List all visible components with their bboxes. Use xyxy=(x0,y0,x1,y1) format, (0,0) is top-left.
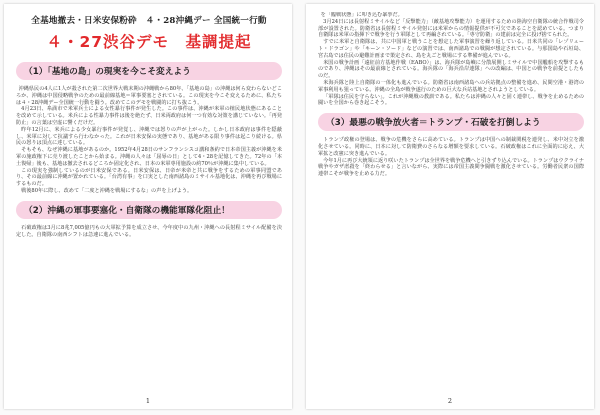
page-number: 2 xyxy=(447,397,453,405)
paragraph: 石破政権は3月に8兆7,005億円もの大軍拡予算を成立させ、今年度中の九州・沖縄への長射程ミサイル配備を決定した。自衛隊の南西シフトは急速に進んでいる。 xyxy=(16,224,282,238)
paragraph: を「臨戦状態」に叩き込む暴挙だ。 xyxy=(320,12,403,18)
page-number: 1 xyxy=(145,397,151,405)
paragraph: 昨年12月に、米兵による少女暴行事件が発覚し、沖縄では怒りの声が上がった。しかし日本政府は事件を隠蔽し、米軍に対して抗議すら行わなかった。これが日米安保の実態であり、基地がある限り事件は起こり続ける。県民の怒りは頂点に達している。 xyxy=(16,126,282,147)
document-header: 全基地撤去・日米安保粉砕 ４・28沖縄デー 全国統一行動 xyxy=(31,16,267,26)
page-right-content xyxy=(318,12,584,393)
section-heading-1: （1）「基地の島」の現実を今こそ変えよう xyxy=(16,62,282,80)
paragraph: 戦後80年に際し、改めて「二度と沖縄を戦場にするな」の声を上げよう。 xyxy=(21,187,193,194)
paragraph: この現実を強制しているのが日米安保である。日米安保は、日帝が米帝と共に戦争をするための軍事同盟であり、その最前線に沖縄が置かれている。「台湾有事」を口実とした南西諸島のミサイル基地化は、沖縄を再び戦場にするものだ。 xyxy=(16,167,282,188)
page-right xyxy=(306,4,594,409)
paragraph: そもそも、なぜ沖縄に基地があるのか。1952年4月28日のサンフランシスコ講和条約で日本帝国主義が沖縄を米軍の施政権下に売り渡したことから始まる。沖縄の人々は「屈辱の日」として4・28を記憶してきた。72年の「本土復帰」後も、基地は撤去されるどころか固定化され、日本の米軍専用施設の約70％が沖縄に集中している。 xyxy=(16,147,282,167)
paragraph: すでに米軍と自衛隊は、共に中国軍と戦うことを想定した軍事演習を繰り返している。日米共同の「レゾリュート・ドラゴン」や「キーン・ソード」などの演習では、南西諸島での戦闘が想定されている。与那国島や石垣島、宮古島では住民の避難計画まで策定され、島を丸ごと戦場にする準備が進んでいる。 xyxy=(318,39,584,59)
paragraph: 沖縄県民の4人に1人が殺された第二次世界大戦末期の沖縄戦から80年、「基地の島」の沖縄は何ら変わらないどころか、沖縄は中国侵略戦争のための最前線基地＝軍事要塞とされている。この現実を今こそ変えるために、私たちは４・28沖縄デー全国統一行動を闘う。改めてこのデモを戦闘的に打ち抜こう。 xyxy=(16,86,282,106)
page-left xyxy=(4,4,292,409)
paragraph: 3月24日には長射程ミサイルなど「反撃能力」（敵基地攻撃能力）を運用するための陸海空自衛隊の統合作戦司令部が設置された。防衛省は長射程ミサイル発射には米軍からの情報提供が不可欠であることを認めている。つまり自衛隊は米軍の指揮下で戦争を行う軍隊として再編されている。「専守防衛」の建前は完全に投げ捨てられた。 xyxy=(318,18,584,39)
paragraph: トランプ政権の登場は、戦争の危機をさらに高めている。トランプは中国への制裁関税を連発し、米中対立を激化させている。同時に、日本に対して防衛費のさらなる増額を要求している。石破政権はこれに全面的に応え、大軍拡と改憲に突き進んでいる。 xyxy=(318,137,584,157)
paragraph: 4月23日、糸満市で米軍兵士による女性暴行事件が発生した。この事件は、沖縄が米軍の植民地状態にあることを改めて示している。米兵による性暴力事件は後を絶たず、日米両政府は何一つ有効な対策を講じていない。「再発防止」の言葉は空虚に響くだけだ。 xyxy=(16,106,282,126)
page-left-content xyxy=(16,12,282,393)
section-heading-3: （3）最悪の戦争放火者＝トランプ・石破を打倒しよう xyxy=(318,113,584,131)
paragraph: 今年1月に再び大統領に返り咲いたトランプは全世界を戦争危機へと引きずり込んでいる。トランプはウクライナ戦争やガザ虐殺を「終わらせる」と言いながら、実際には帝国主義間争闘戦を激化させている。労働者民衆の国際連帯こそが戦争を止める力だ。 xyxy=(318,157,584,178)
document-title: ４・27渋谷デモ 基調提起 xyxy=(46,33,252,51)
section-heading-2: （2）沖縄の軍事要塞化・自衛隊の機能軍隊化阻止！ xyxy=(16,201,282,219)
paragraph: 米国の戦争計画「遠征前方基地作戦（EABO）」は、海兵隊が島嶼に分散展開しミサイルで中国艦船を攻撃するものであり、沖縄はその最前線とされている。海兵隊の「海兵沿岸連隊」への改編は、中国との戦争を前提としたものだ。 xyxy=(318,59,584,80)
paragraph: 「軍隊は住民を守らない」。これが沖縄戦の教訓である。私たちは沖縄の人々と固く連帯し、戦争を止めるための闘いを全国から巻き起こそう。 xyxy=(318,93,584,107)
paragraph: 米海兵隊と陸上自衛隊の一体化も進んでいる。防衛省は南西諸島への兵站拠点の整備を進め、民間空港・港湾の軍事利用も狙っている。沖縄の全島が戦争遂行のための巨大な兵站基地とされようとしている。 xyxy=(318,79,584,93)
